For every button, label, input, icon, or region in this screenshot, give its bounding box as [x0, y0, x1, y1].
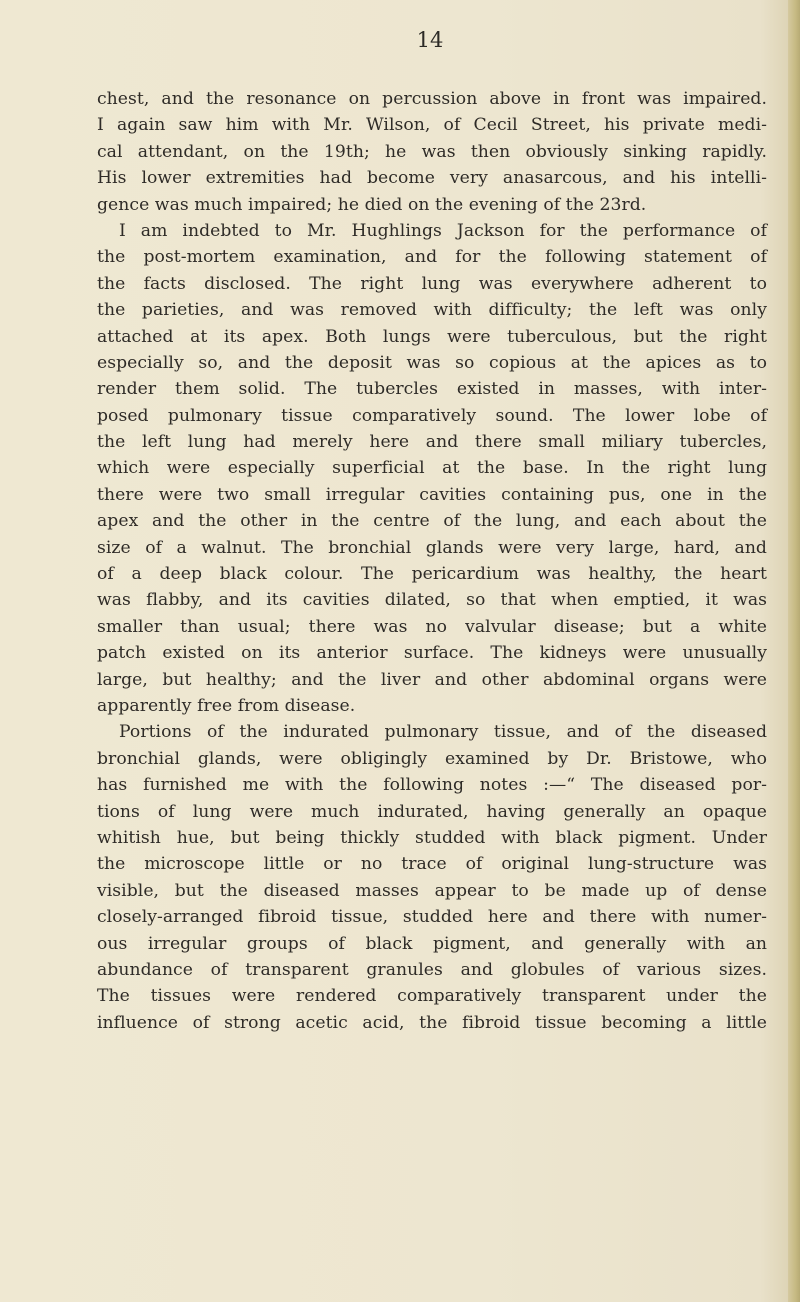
text-line: there were two small irregular cavities containing pus, one in the: [97, 484, 767, 505]
text-line: I again saw him with Mr. Wilson, of Cecil Street, his private medi-: [97, 115, 767, 136]
text-line: closely-arranged fibroid tissue, studded here and there with numer-: [97, 907, 767, 928]
text-line: large, but healthy; and the liver and other abdominal organs were: [97, 669, 767, 690]
text-line: apex and the other in the centre of the lung, and each about the: [97, 511, 767, 532]
text-line: the post-mortem examination, and for the following statement of: [97, 247, 767, 268]
text-line: visible, but the diseased masses appear to be made up of dense: [97, 880, 767, 901]
text-line: The tissues were rendered comparatively transparent under the: [97, 986, 767, 1007]
text-line: the facts disclosed. The right lung was everywhere adherent to: [97, 273, 767, 294]
text-line: of a deep black colour. The pericardium was healthy, the heart: [97, 564, 767, 585]
page-edge: [788, 0, 800, 1302]
text-line: the left lung had merely here and there small miliary tubercles,: [97, 432, 767, 453]
text-line: tions of lung were much indurated, having generally an opaque: [97, 801, 767, 822]
text-line: apparently free from disease.: [97, 695, 356, 716]
text-line: attached at its apex. Both lungs were tuberculous, but the right: [97, 326, 767, 347]
text-line: patch existed on its anterior surface. The kidneys were unusually: [97, 643, 767, 664]
text-line: bronchial glands, were obligingly examined by Dr. Bristowe, who: [97, 748, 767, 769]
text-line: chest, and the resonance on percussion above in front was impaired.: [97, 89, 767, 109]
text-line: smaller than usual; there was no valvular disease; but a white: [97, 616, 767, 637]
text-line: whitish hue, but being thickly studded with black pigment. Under: [97, 827, 767, 848]
paragraph: [97, 86, 767, 218]
text-line: gence was much impaired; he died on the evening of the 23rd.: [97, 194, 647, 215]
text-line: has furnished me with the following notes :—“ The diseased por-: [97, 775, 767, 796]
text-line: abundance of transparent granules and globules of various sizes.: [97, 959, 767, 980]
text-line: the parieties, and was removed with difficulty; the left was only: [97, 300, 767, 321]
text-line: His lower extremities had become very anasarcous, and his intelli-: [97, 168, 767, 189]
text-line: posed pulmonary tissue comparatively sound. The lower lobe of: [97, 405, 767, 426]
text-line: was flabby, and its cavities dilated, so that when emptied, it was: [97, 590, 767, 611]
paragraph: [97, 719, 767, 1036]
text-line: the microscope little or no trace of original lung-structure was: [97, 854, 767, 875]
text-line: ous irregular groups of black pigment, and generally with an: [97, 933, 767, 954]
text-line: I am indebted to Mr. Hughlings Jackson for the performance of: [119, 220, 767, 241]
text-line: influence of strong acetic acid, the fibroid tissue becoming a little: [97, 1012, 767, 1033]
paragraph: [97, 218, 767, 719]
body-text: [97, 86, 767, 1036]
text-line: render them solid. The tubercles existed in masses, with inter-: [97, 379, 767, 400]
text-line: especially so, and the deposit was so copious at the apices as to: [97, 352, 767, 373]
text-line: size of a walnut. The bronchial glands were very large, hard, and: [97, 537, 767, 558]
text-line: Portions of the indurated pulmonary tissue, and of the diseased: [119, 722, 767, 743]
page-number: 14: [416, 28, 444, 52]
text-line: cal attendant, on the 19th; he was then obviously sinking rapidly.: [97, 141, 767, 162]
text-line: which were especially superficial at the base. In the right lung: [97, 458, 767, 479]
